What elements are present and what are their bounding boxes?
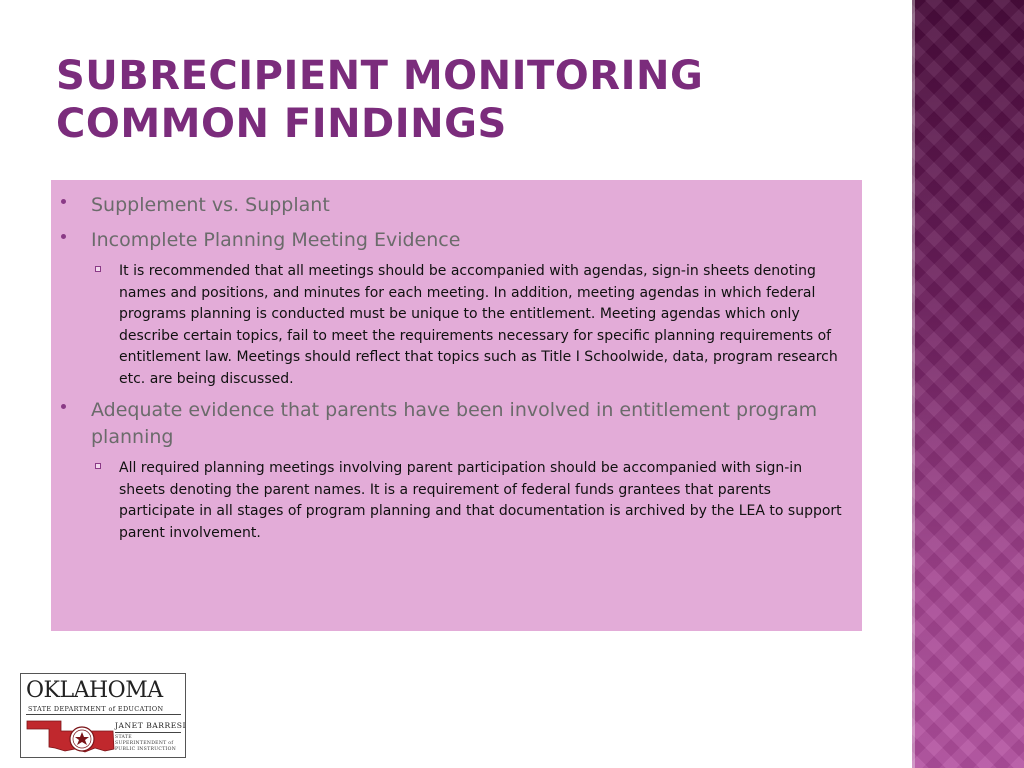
content-box (51, 180, 862, 631)
bullet-item-parent-involvement (91, 397, 848, 543)
logo-superintendent-name: JANET BARRESI (115, 721, 186, 730)
logo-department: STATE DEPARTMENT of EDUCATION (28, 705, 164, 713)
bullet-dot-icon (61, 404, 66, 409)
bullet-item-planning-evidence (91, 227, 848, 389)
sub-bullet-list (91, 457, 848, 543)
logo-divider (26, 714, 181, 715)
logo-wordmark: OKLAHOMA (26, 678, 163, 703)
bullet-dot-icon (61, 234, 66, 239)
square-bullet-icon (95, 266, 101, 272)
bullet-text: Incomplete Planning Meeting Evidence (91, 229, 461, 251)
bullet-text: Adequate evidence that parents have been involved in entitlement program planning (91, 399, 818, 448)
square-bullet-icon (95, 463, 101, 469)
sub-bullet-text: It is recommended that all meetings should be accompanied with agendas, sign-in sheets denoting names and positions, and minutes for each meeting. In addition, meeting agendas in which federal programs planning is conducted must be unique to the entitlement. Meeting agendas which only describe certain topics, fail to meet the requirements necessary for specific planning requirements of entitlement law. Meetings should reflect that topics such as Title I Schoolwide, data, program research etc. are being discussed. (119, 263, 838, 387)
sub-bullet-item (119, 260, 848, 389)
osde-logo (20, 673, 186, 758)
oklahoma-state-seal-icon (25, 717, 117, 757)
logo-superintendent-title: STATE SUPERINTENDENT of PUBLIC INSTRUCTION (115, 735, 177, 752)
sub-bullet-item (119, 457, 848, 543)
bullet-list (91, 192, 848, 543)
decorative-side-band (912, 0, 1024, 768)
bullet-dot-icon (61, 199, 66, 204)
logo-name-divider (115, 732, 181, 733)
sub-bullet-list (91, 260, 848, 389)
bullet-item-supplement (91, 192, 848, 219)
bullet-text: Supplement vs. Supplant (91, 194, 330, 216)
slide-title: SUBRECIPIENT MONITORING COMMON FINDINGS (56, 53, 704, 147)
sub-bullet-text: All required planning meetings involving parent participation should be accompanied with sign-in sheets denoting the parent names. It is a requirement of federal funds grantees that parents participate in all stages of program planning and that documentation is archived by the LEA to support parent involvement. (119, 460, 842, 541)
